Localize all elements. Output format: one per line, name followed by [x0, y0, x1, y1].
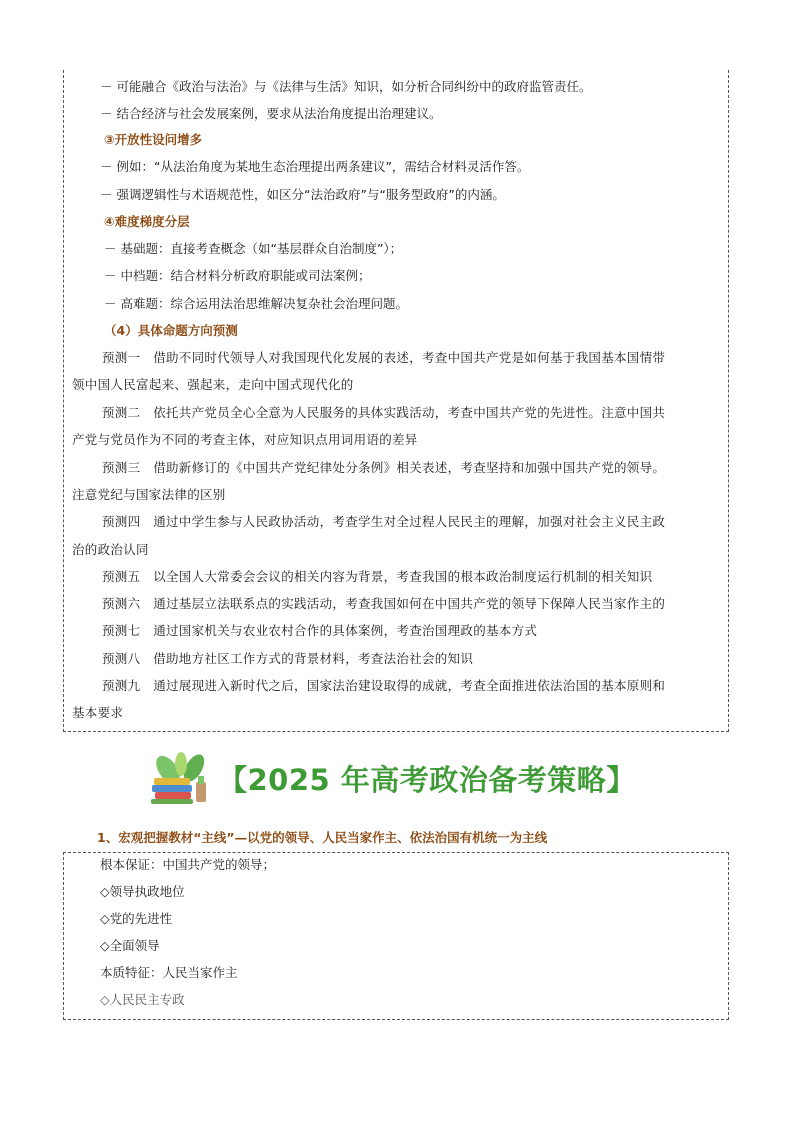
books-plant-icon	[146, 752, 212, 806]
text-line: － 可能融合《政治与法治》与《法律与生活》知识，如分析合同纠纷中的政府监管责任。	[100, 79, 592, 94]
subheading-prediction: （4）具体命题方向预测	[104, 323, 238, 338]
text-line: － 高难题：综合运用法治思维解决复杂社会治理问题。	[104, 296, 408, 311]
text-line: － 基础题：直接考查概念（如“基层群众自治制度”）；	[104, 241, 403, 256]
prediction-line: 预测七 通过国家机关与农业农村合作的具体案例，考查治国理政的基本方式	[102, 623, 538, 638]
prediction-line: 预测二 依托共产党员全心全意为人民服务的具体实践活动，考查中国共产党的先进性。注意中国共	[102, 405, 666, 420]
prediction-line: 产党与党员作为不同的考查主体，对应知识点用词用语的差异	[72, 432, 418, 447]
prediction-line: 预测九 通过展现进入新时代之后，国家法治建设取得的成就，考查全面推进依法治国的基本原则和	[102, 678, 666, 693]
text-line: － 中档题：结合材料分析政府职能或司法案例；	[104, 268, 371, 283]
subheading-open-questions: ③开放性设问增多	[104, 132, 203, 147]
prediction-line: 预测六 通过基层立法联系点的实践活动，考查我国如何在中国共产党的领导下保障人民当家作主的	[102, 596, 666, 611]
subheading-difficulty: ④难度梯度分层	[104, 214, 190, 229]
prediction-line: 领中国人民富起来、强起来，走向中国式现代化的	[72, 377, 354, 392]
prediction-line: 基本要求	[72, 705, 124, 720]
text-line: 根本保证：中国共产党的领导；	[100, 857, 276, 872]
prediction-line: 注意党纪与国家法律的区别	[72, 487, 226, 502]
list-item: ◇党的先进性	[100, 911, 173, 926]
prediction-line: 预测四 通过中学生参与人民政协活动，考查学生对全过程人民民主的理解，加强对社会主义民主政	[102, 514, 666, 529]
text-line: － 例如：“从法治角度为某地生态治理提出两条建议”，需结合材料灵活作答。	[100, 159, 530, 174]
prediction-line: 预测三 借助新修订的《中国共产党纪律处分条例》相关表述，考查坚持和加强中国共产党的领导。	[102, 460, 666, 475]
list-item: ◇领导执政地位	[100, 884, 185, 899]
banner-title: 【2025 年高考政治备考策略】	[218, 763, 636, 797]
section-banner	[146, 750, 666, 810]
list-item: ◇全面领导	[100, 938, 160, 953]
prediction-line: 预测五 以全国人大常委会会议的相关内容为背景，考查我国的根本政治制度运行机制的相关知识	[102, 569, 653, 584]
text-line: － 强调逻辑性与术语规范性，如区分“法治政府”与“服务型政府”的内涵。	[100, 187, 505, 202]
prediction-line: 治的政治认同	[72, 542, 149, 557]
prediction-line: 预测八 借助地方社区工作方式的背景材料，考查法治社会的知识	[102, 651, 474, 666]
prediction-line: 预测一 借助不同时代领导人对我国现代化发展的表述，考查中国共产党是如何基于我国基本国情带	[102, 350, 666, 365]
list-item: ◇人民民主专政	[100, 992, 185, 1007]
section-heading: 1、宏观把握教材“主线”—以党的领导、人民当家作主、依法治国有机统一为主线	[97, 830, 548, 845]
text-line: － 结合经济与社会发展案例，要求从法治角度提出治理建议。	[100, 106, 442, 121]
text-line: 本质特征：人民当家作主	[100, 965, 238, 980]
